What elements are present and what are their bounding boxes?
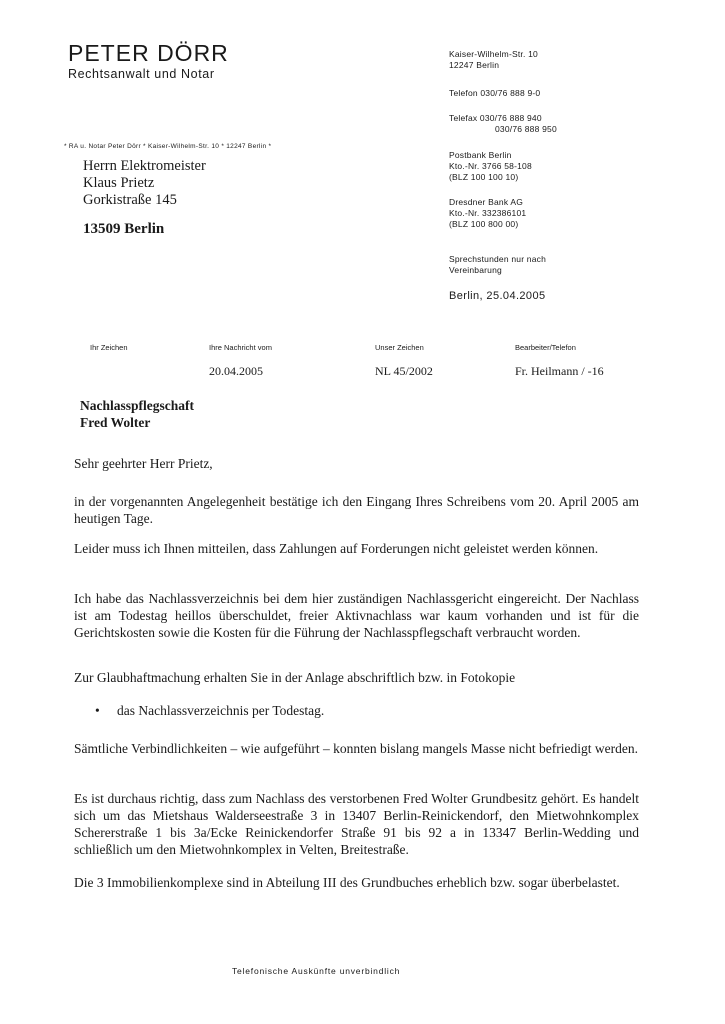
sidebar-phone: Telefon 030/76 888 9-0 bbox=[449, 88, 541, 98]
your-ref-label: Ihr Zeichen bbox=[90, 343, 128, 352]
letterhead-name: PETER DÖRR bbox=[68, 40, 229, 66]
sender-return-line: * RA u. Notar Peter Dörr * Kaiser-Wilhelm-Str. 10 * 12247 Berlin * bbox=[64, 143, 272, 150]
recipient-line-2: Klaus Prietz bbox=[83, 175, 155, 191]
bullet-item bbox=[95, 703, 324, 719]
clerk-value: Fr. Heilmann / -16 bbox=[515, 364, 604, 378]
sidebar-street: Kaiser-Wilhelm-Str. 10 bbox=[449, 49, 538, 59]
clerk-label: Bearbeiter/Telefon bbox=[515, 343, 576, 352]
recipient-address bbox=[83, 158, 206, 238]
subject-line-1: Nachlasspflegschaft bbox=[80, 398, 194, 413]
your-message-date: 20.04.2005 bbox=[209, 364, 263, 378]
sidebar-fax-2: 030/76 888 950 bbox=[495, 124, 557, 134]
footer-note: Telefonische Auskünfte unverbindlich bbox=[232, 966, 401, 976]
sidebar-fax-1: Telefax 030/76 888 940 bbox=[449, 113, 542, 123]
hours-line-2: Vereinbarung bbox=[449, 265, 502, 275]
hours-line-1: Sprechstunden nur nach bbox=[449, 254, 547, 264]
salutation: Sehr geehrter Herr Prietz, bbox=[74, 456, 213, 471]
recipient-line-1: Herrn Elektromeister bbox=[83, 158, 206, 174]
sidebar-fax bbox=[449, 113, 557, 135]
bank-2-account: Kto.-Nr. 332386101 bbox=[449, 208, 527, 218]
paragraph-2: Leider muss ich Ihnen mitteilen, dass Zahlungen auf Forderungen nicht geleistet werden können. bbox=[74, 541, 599, 556]
letter-date: Berlin, 25.04.2005 bbox=[449, 290, 546, 302]
sidebar-bank-2 bbox=[449, 197, 526, 230]
recipient-line-3: Gorkistraße 145 bbox=[83, 192, 177, 208]
sidebar-bank-1 bbox=[449, 150, 532, 183]
paragraph-6: Es ist durchaus richtig, dass zum Nachlass des verstorbenen Fred Wolter Grundbesitz gehört. Es handelt sich um das Mietshaus Walderseestraße 3 in 13407 Berlin-Reinickendorf, den Mietwohnkomplex Schererstraße 1 bis 3a/Ecke Reinickendorfer Straße 91 bis 92 a in 13347 Berlin-Wedding und schließlich um den Mietwohnkomplex in Velten, Breitestraße. bbox=[74, 791, 639, 857]
our-ref-label: Unser Zeichen bbox=[375, 343, 424, 352]
paragraph-1: in der vorgenannten Angelegenheit bestätige ich den Eingang Ihres Schreibens vom 20. April 2005 am heutigen Tage. bbox=[74, 494, 639, 526]
paragraph-3: Ich habe das Nachlassverzeichnis bei dem hier zuständigen Nachlassgericht eingereicht. Der Nachlass ist am Todestag heillos überschuldet, freier Aktivnachlass war kaum vorhanden und ist für die Gerichtskosten sowie die Kosten für die Führung der Nachlasspflegschaft verbraucht worden. bbox=[74, 591, 639, 640]
bullet-dot-icon: • bbox=[95, 703, 100, 718]
paragraph-7: Die 3 Immobilienkomplexe sind in Abteilung III des Grundbuches erheblich bzw. sogar überbelastet. bbox=[74, 875, 620, 890]
letterhead-profession: Rechtsanwalt und Notar bbox=[68, 67, 215, 81]
your-message-label: Ihre Nachricht vom bbox=[209, 343, 272, 352]
letter-subject bbox=[80, 397, 194, 431]
recipient-city: 13509 Berlin bbox=[83, 221, 165, 237]
sidebar-address bbox=[449, 49, 538, 71]
bank-2-name: Dresdner Bank AG bbox=[449, 197, 524, 207]
sidebar-hours bbox=[449, 254, 546, 276]
bank-2-blz: (BLZ 100 800 00) bbox=[449, 219, 519, 229]
subject-line-2: Fred Wolter bbox=[80, 415, 151, 430]
paragraph-5: Sämtliche Verbindlichkeiten – wie aufgeführt – konnten bislang mangels Masse nicht befriedigt werden. bbox=[74, 741, 638, 756]
bank-1-blz: (BLZ 100 100 10) bbox=[449, 172, 519, 182]
bank-1-name: Postbank Berlin bbox=[449, 150, 512, 160]
paragraph-4: Zur Glaubhaftmachung erhalten Sie in der Anlage abschriftlich bzw. in Fotokopie bbox=[74, 670, 516, 685]
our-ref-value: NL 45/2002 bbox=[375, 364, 433, 378]
bank-1-account: Kto.-Nr. 3766 58-108 bbox=[449, 161, 532, 171]
sidebar-zip-city: 12247 Berlin bbox=[449, 60, 500, 70]
bullet-text: das Nachlassverzeichnis per Todestag. bbox=[117, 703, 325, 718]
